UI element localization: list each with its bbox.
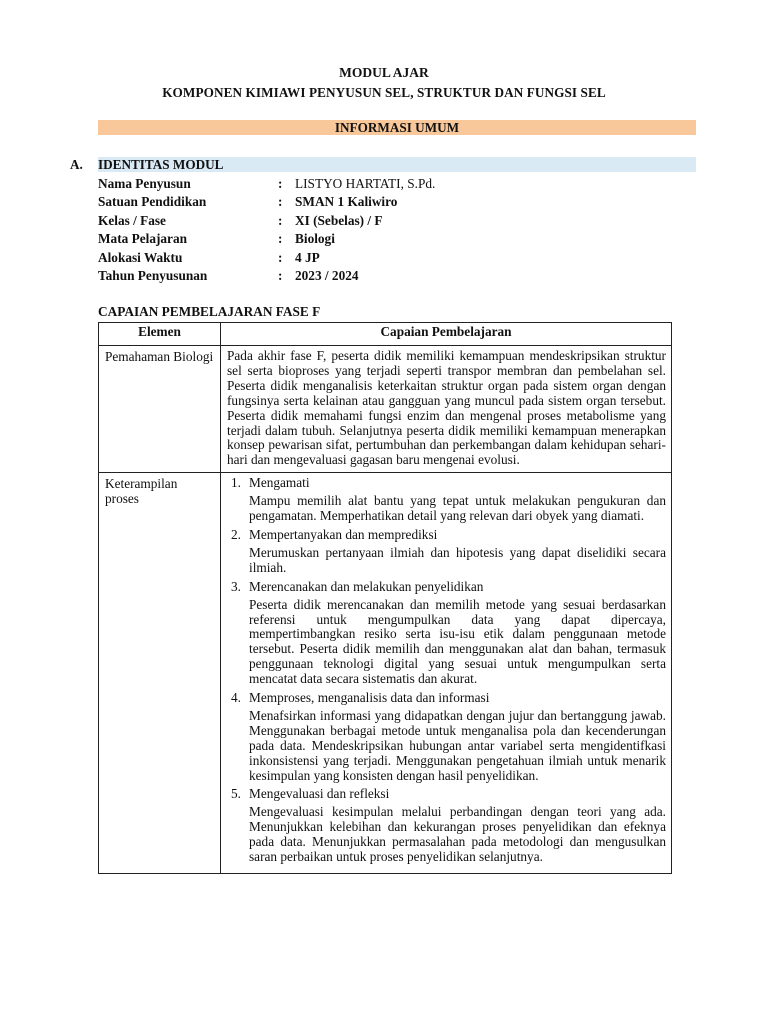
skill-title: Merencanakan dan melakukan penyelidikan (249, 578, 484, 594)
skill-title: Mempertanyakan dan memprediksi (249, 526, 438, 542)
elemen-pemahaman-biologi: Pemahaman Biologi (99, 346, 221, 473)
skill-description: Merumuskan pertanyaan ilmiah dan hipotesis yang dapat diselidiki secara ilmiah. (249, 544, 666, 575)
list-number: 4. (231, 690, 241, 706)
identitas-colon: : (278, 212, 283, 228)
column-header-capaian: Capaian Pembelajaran (221, 323, 672, 346)
section-letter: A. (70, 157, 83, 172)
column-header-elemen: Elemen (99, 323, 221, 346)
list-item (227, 580, 666, 687)
identitas-list (98, 175, 698, 285)
identitas-modul-band (70, 157, 696, 172)
identitas-label: Tahun Penyusunan (98, 267, 208, 283)
identitas-value: 2023 / 2024 (295, 267, 359, 283)
table-header-row (99, 323, 672, 346)
elemen-keterampilan-proses: Keterampilan proses (99, 473, 221, 874)
identitas-row-alokasi-waktu (98, 249, 698, 267)
identitas-row-satuan-pendidikan (98, 193, 698, 211)
skill-description: Menafsirkan informasi yang didapatkan dengan jujur dan bertanggung jawab. Menggunakan berbagai metode untuk menganalisa pola dan kecenderungan pada data. Mendeskripsikan hubungan antar variabel serta mengidentifkasi inkonsistensi yang terjadi. Menggunakan pengetahuan ilmiah untuk menarik kesimpulan yang konsisten dengan hasil penyelidikan. (249, 707, 666, 783)
skill-title: Memproses, menganalisis data dan informasi (249, 690, 490, 706)
document-subtitle: KOMPONEN KIMIAWI PENYUSUN SEL, STRUKTUR DAN FUNGSI SEL (162, 85, 606, 100)
list-item (227, 528, 666, 576)
skill-list (227, 476, 666, 865)
identitas-colon: : (278, 267, 283, 283)
identitas-label: Kelas / Fase (98, 212, 166, 228)
identitas-row-mata-pelajaran (98, 230, 698, 248)
capaian-keterampilan-cell (221, 473, 672, 874)
title-block (0, 64, 768, 102)
identitas-value: Biologi (295, 231, 335, 247)
identitas-row-tahun-penyusunan (98, 267, 698, 285)
capaian-heading: CAPAIAN PEMBELAJARAN FASE F (98, 304, 321, 319)
list-item (227, 691, 666, 783)
identitas-value: XI (Sebelas) / F (295, 212, 383, 228)
list-item (227, 476, 666, 524)
identitas-value: 4 JP (295, 249, 320, 265)
skill-title: Mengevaluasi dan refleksi (249, 786, 390, 802)
capaian-table (98, 322, 672, 874)
identitas-label: Nama Penyusun (98, 176, 191, 191)
identitas-row-kelas-fase (98, 212, 698, 230)
list-item (227, 787, 666, 865)
capaian-pemahaman-text: Pada akhir fase F, peserta didik memiliki kemampuan mendeskripsikan struktur sel serta bioproses yang terjadi seperti transpor membran dan pembelahan sel. Peserta didik menganalisis keterkaitan struktur organ pada sistem organ dengan fungsinya serta kelainan atau gangguan yang muncul pada sistem organ tersebut. Peserta didik memahami fungsi enzim dan mengenal proses metabolisme yang terjadi dalam tubuh. Selanjutnya peserta didik memiliki kemampuan menerapkan konsep pewarisan sifat, pertumbuhan dan perkembangan dalam kehidupan sehari-hari dan mengevaluasi gagasan baru mengenai evolusi. (221, 346, 672, 473)
identitas-modul-heading: IDENTITAS MODUL (98, 157, 224, 172)
skill-description: Peserta didik merencanakan dan memilih metode yang sesuai berdasarkan referensi untuk mengumpulkan data yang dapat dipercaya, mempertimbangkan resiko serta isu-isu etik dalam penggunaan metode tersebut. Peserta didik memilih dan menggunakan alat dan bahan, termasuk penggunaan teknologi digital yang sesuai untuk mengumpulkan serta mencatat data secara sistematis dan akurat. (249, 596, 666, 687)
skill-title: Mengamati (249, 475, 310, 491)
informasi-umum-heading: INFORMASI UMUM (334, 120, 460, 135)
list-number: 5. (231, 786, 241, 802)
list-number: 1. (231, 475, 241, 491)
list-number: 2. (231, 526, 241, 542)
identitas-label: Mata Pelajaran (98, 231, 187, 247)
table-row (99, 473, 672, 874)
identitas-colon: : (278, 231, 283, 247)
skill-description: Mengevaluasi kesimpulan melalui perbandingan dengan teori yang ada. Menunjukkan kelebihan dan kekurangan proses penyelidikan dan efeknya pada data. Menunjukkan permasalahan pada metodologi dan mengusulkan saran perbaikan untuk proses penyelidikan selanjutnya. (249, 804, 666, 865)
informasi-umum-band (98, 120, 696, 135)
identitas-value: SMAN 1 Kaliwiro (295, 194, 398, 210)
identitas-colon: : (278, 176, 283, 191)
identitas-colon: : (278, 194, 283, 210)
identitas-label: Satuan Pendidikan (98, 194, 207, 210)
identitas-label: Alokasi Waktu (98, 249, 183, 265)
list-number: 3. (231, 578, 241, 594)
table-row (99, 346, 672, 473)
skill-description: Mampu memilih alat bantu yang tepat untuk melakukan pengukuran dan pengamatan. Memperhatikan detail yang relevan dari obyek yang diamati. (249, 493, 666, 524)
document-title: MODUL AJAR (339, 65, 429, 80)
identitas-colon: : (278, 249, 283, 265)
identitas-row-nama-penyusun (98, 175, 698, 193)
identitas-value: LISTYO HARTATI, S.Pd. (295, 176, 436, 191)
